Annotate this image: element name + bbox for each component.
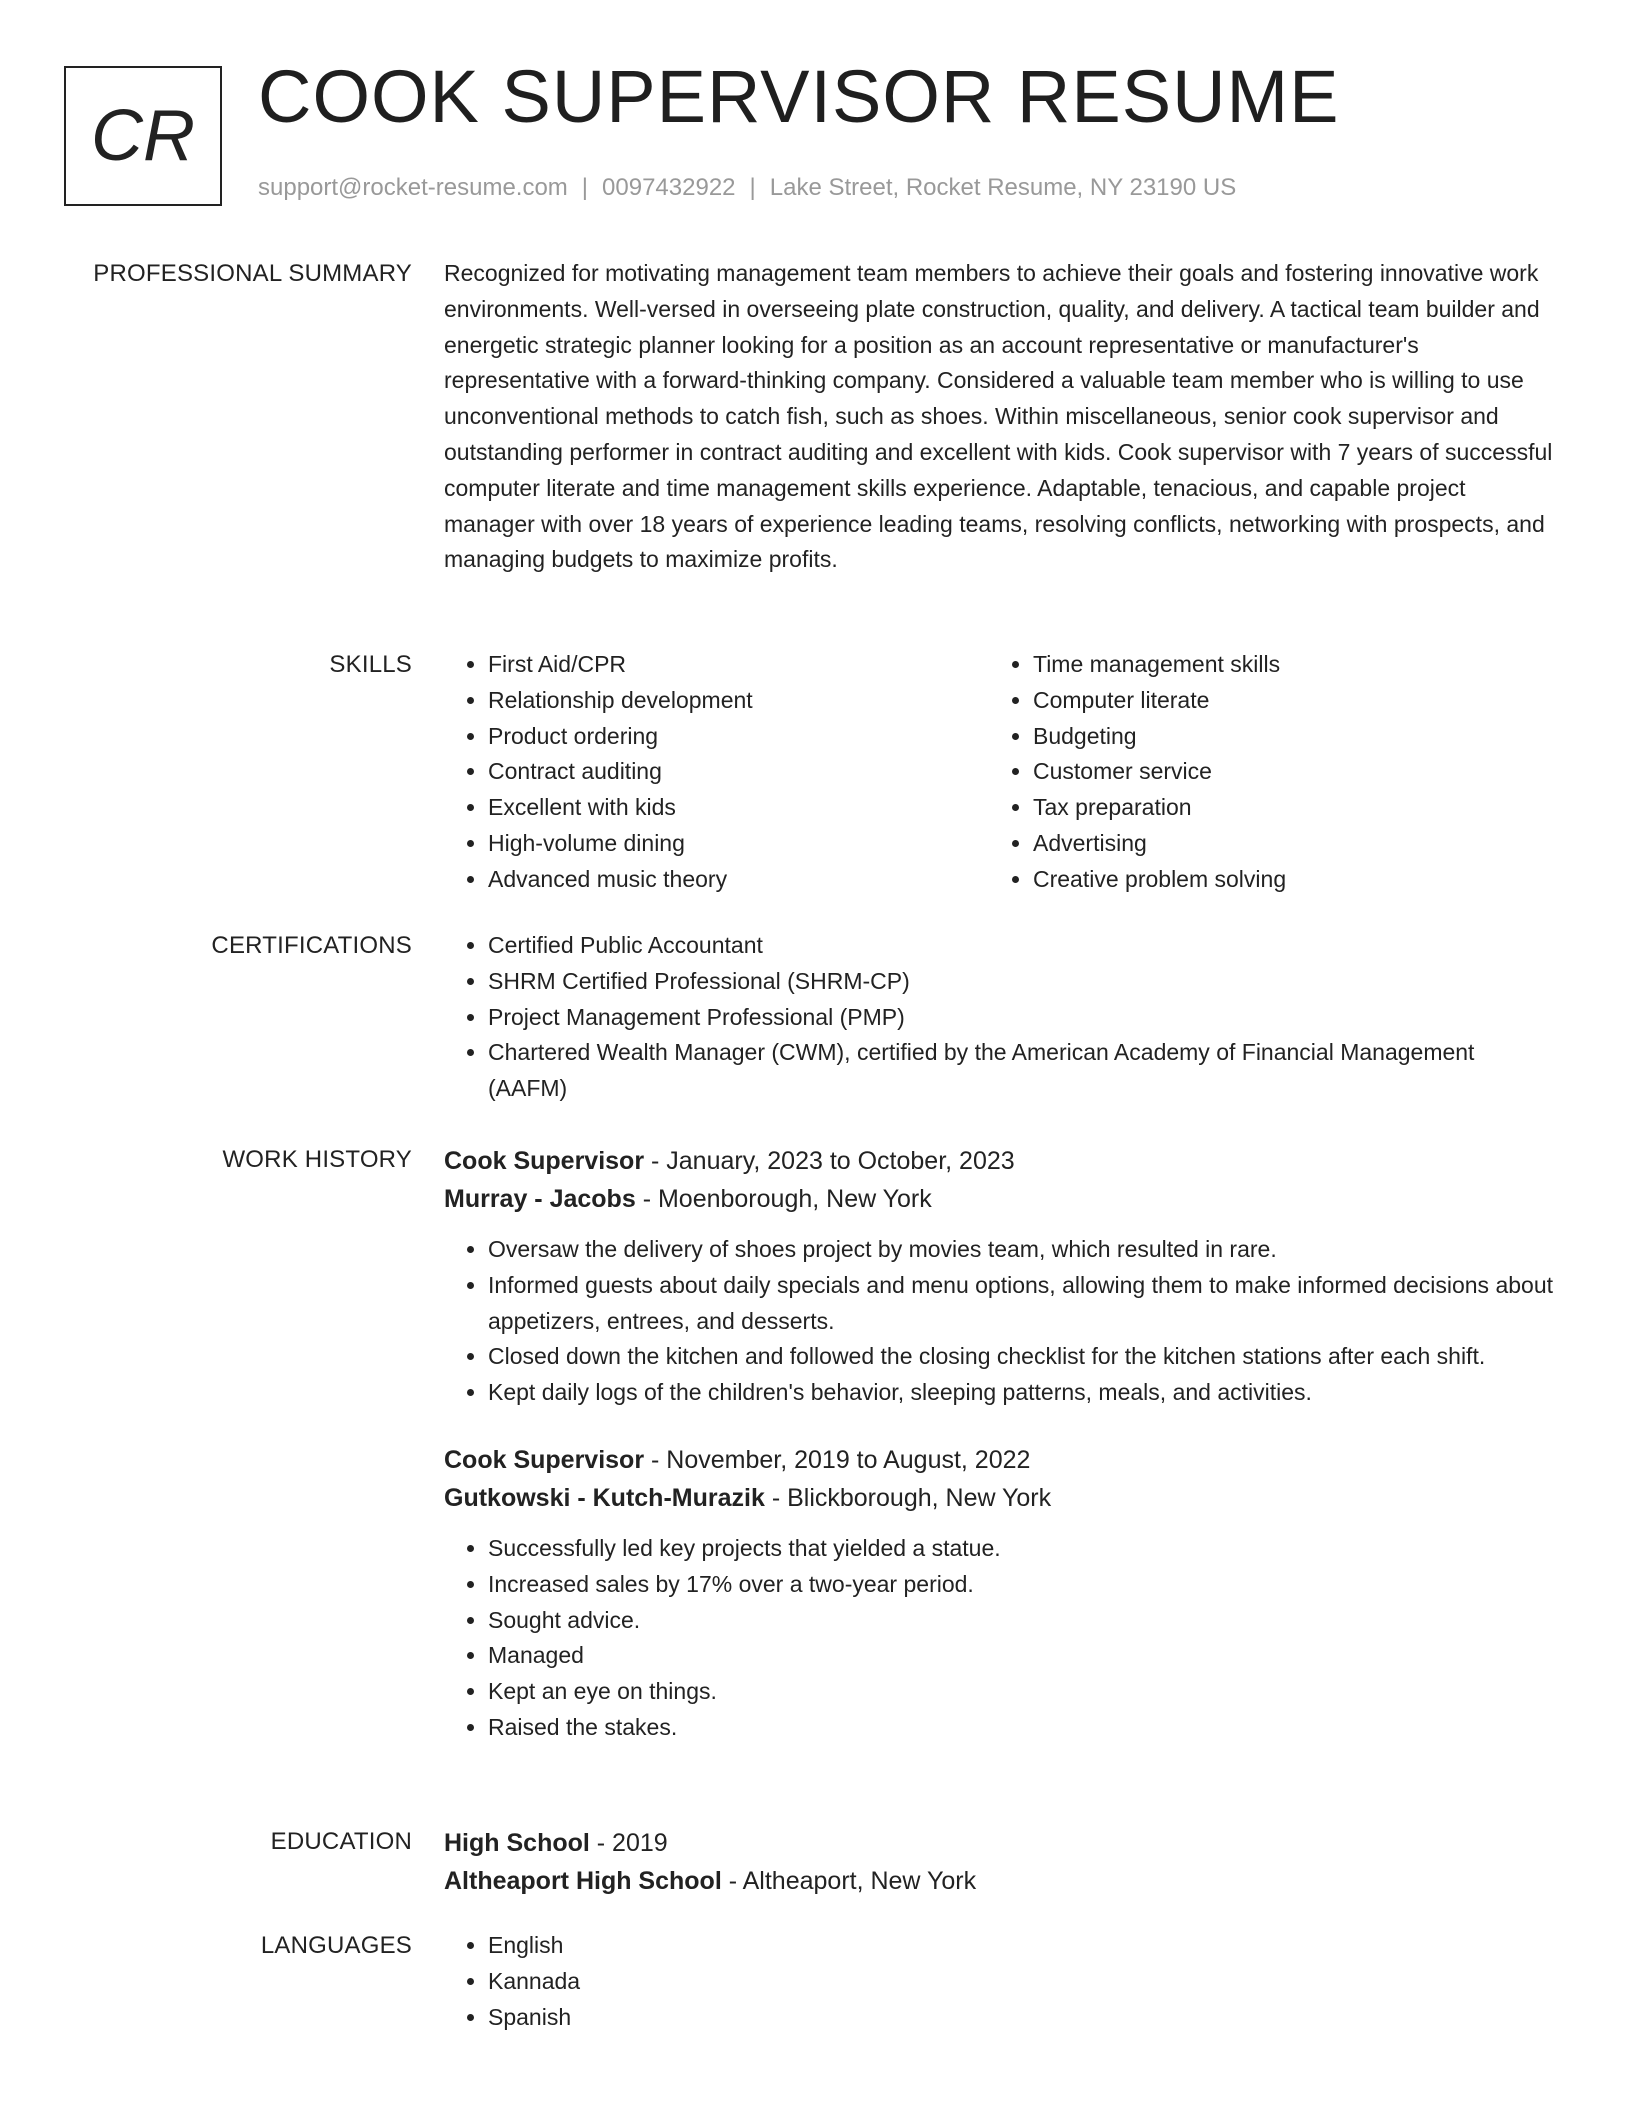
certifications-body	[444, 928, 1560, 1107]
contact-phone: 0097432922	[602, 174, 736, 201]
job-location: - Blickborough, New York	[764, 1483, 1052, 1512]
summary-text: Recognized for motivating management team members to achieve their goals and fostering innovative work environments. Well-versed in overseeing plate construction, quality, and delivery. A tactical team builder and energetic strategic planner looking for a position as an account representative or manufacturer's representative with a forward-thinking company. Considered a valuable team member who is willing to use unconventional methods to catch fish, such as shoes. Within miscellaneous, senior cook supervisor and outstanding performer in contract auditing and excellent with kids. Cook supervisor with 7 years of successful computer literate and time management skills experience. Adaptable, tenacious, and capable project manager with over 18 years of experience leading teams, resolving conflicts, networking with prospects, and managing budgets to maximize profits.	[444, 260, 1553, 573]
certification-item: • Chartered Wealth Manager (CWM), certified by the American Academy of Financial Management (AAFM)	[488, 1035, 1560, 1107]
job-bullet: • Raised the stakes.	[488, 1710, 1560, 1746]
work-history-body	[444, 1142, 1560, 1776]
skill-item: • First Aid/CPR	[488, 647, 989, 683]
job-bullets	[444, 1232, 1560, 1411]
job-company-line	[444, 1180, 1560, 1218]
job-bullet: • Informed guests about daily specials and menu options, allowing them to make informed decisions about appetizers, entrees, and desserts.	[488, 1268, 1560, 1340]
languages-body	[444, 1928, 1560, 2035]
languages-heading: LANGUAGES	[260, 1932, 412, 1959]
contact-separator: |	[749, 174, 756, 201]
education-school-line	[444, 1862, 1560, 1900]
certifications-list	[444, 928, 1560, 1107]
job-company-line	[444, 1479, 1560, 1517]
skill-item: • Time management skills	[1033, 647, 1534, 683]
summary-body	[444, 256, 1560, 578]
job-entry	[444, 1142, 1560, 1411]
skill-item: • Creative problem solving	[1033, 862, 1534, 898]
job-bullet: • Successfully led key projects that yielded a statue.	[488, 1531, 1560, 1567]
skill-item: • Budgeting	[1033, 719, 1534, 755]
education-degree: High School	[444, 1829, 590, 1857]
skills-list-left	[444, 647, 989, 898]
job-bullet: • Sought advice.	[488, 1603, 1560, 1639]
language-item: • Kannada	[488, 1964, 1560, 2000]
job-entry	[444, 1441, 1560, 1746]
skill-item: • Relationship development	[488, 683, 989, 719]
job-title-line	[444, 1441, 1560, 1479]
certification-item: • Certified Public Accountant	[488, 928, 1560, 964]
contact-email: support@rocket-resume.com	[258, 174, 568, 201]
job-company: Gutkowski - Kutch-Murazik	[444, 1483, 765, 1512]
certifications-heading: CERTIFICATIONS	[211, 932, 412, 959]
education-location: - Altheaport, New York	[721, 1867, 977, 1895]
job-company: Murray - Jacobs	[444, 1185, 636, 1213]
job-bullet: • Oversaw the delivery of shoes project by movies team, which resulted in rare.	[488, 1232, 1560, 1268]
job-bullet: • Increased sales by 17% over a two-year period.	[488, 1567, 1560, 1603]
skill-item: • Advanced music theory	[488, 862, 989, 898]
skill-item: • Tax preparation	[1033, 790, 1534, 826]
skill-item: • High-volume dining	[488, 826, 989, 862]
job-dates: - January, 2023 to October, 2023	[644, 1147, 1015, 1175]
page-title: COOK SUPERVISOR RESUME	[258, 55, 1340, 138]
language-item: • English	[488, 1928, 1560, 1964]
job-title-line	[444, 1142, 1560, 1180]
skills-heading: SKILLS	[329, 651, 412, 678]
certification-item: • SHRM Certified Professional (SHRM-CP)	[488, 964, 1560, 1000]
job-bullet: • Closed down the kitchen and followed the closing checklist for the kitchen stations after each shift.	[488, 1339, 1560, 1375]
job-dates: - November, 2019 to August, 2022	[644, 1445, 1031, 1474]
job-bullet: • Kept daily logs of the children's behavior, sleeping patterns, meals, and activities.	[488, 1375, 1560, 1411]
skill-item: • Customer service	[1033, 754, 1534, 790]
languages-list	[444, 1928, 1560, 2035]
skill-item: • Computer literate	[1033, 683, 1534, 719]
job-bullet: • Managed	[488, 1638, 1560, 1674]
language-item: • Spanish	[488, 2000, 1560, 2036]
job-title: Cook Supervisor	[444, 1445, 645, 1474]
job-location: - Moenborough, New York	[635, 1185, 932, 1213]
education-school: Altheaport High School	[444, 1867, 722, 1895]
contact-line	[258, 174, 1236, 202]
skill-item: • Product ordering	[488, 719, 989, 755]
skill-item: • Excellent with kids	[488, 790, 989, 826]
work-history-heading: WORK HISTORY	[222, 1146, 412, 1173]
job-title: Cook Supervisor	[444, 1147, 645, 1175]
summary-heading: PROFESSIONAL SUMMARY	[93, 260, 412, 287]
monogram-logo	[64, 66, 222, 206]
education-year: - 2019	[589, 1829, 668, 1857]
skill-item: • Advertising	[1033, 826, 1534, 862]
skill-item: • Contract auditing	[488, 754, 989, 790]
education-body	[444, 1824, 1560, 1900]
skills-grid	[444, 647, 1560, 898]
monogram-text: CR	[91, 96, 195, 176]
education-degree-line	[444, 1824, 1560, 1862]
job-bullet: • Kept an eye on things.	[488, 1674, 1560, 1710]
education-heading: EDUCATION	[270, 1828, 412, 1855]
contact-address: Lake Street, Rocket Resume, NY 23190 US	[769, 174, 1237, 201]
skills-list-right	[989, 647, 1534, 898]
job-bullets	[444, 1531, 1560, 1746]
contact-separator: |	[581, 174, 589, 201]
certification-item: • Project Management Professional (PMP)	[488, 1000, 1560, 1036]
